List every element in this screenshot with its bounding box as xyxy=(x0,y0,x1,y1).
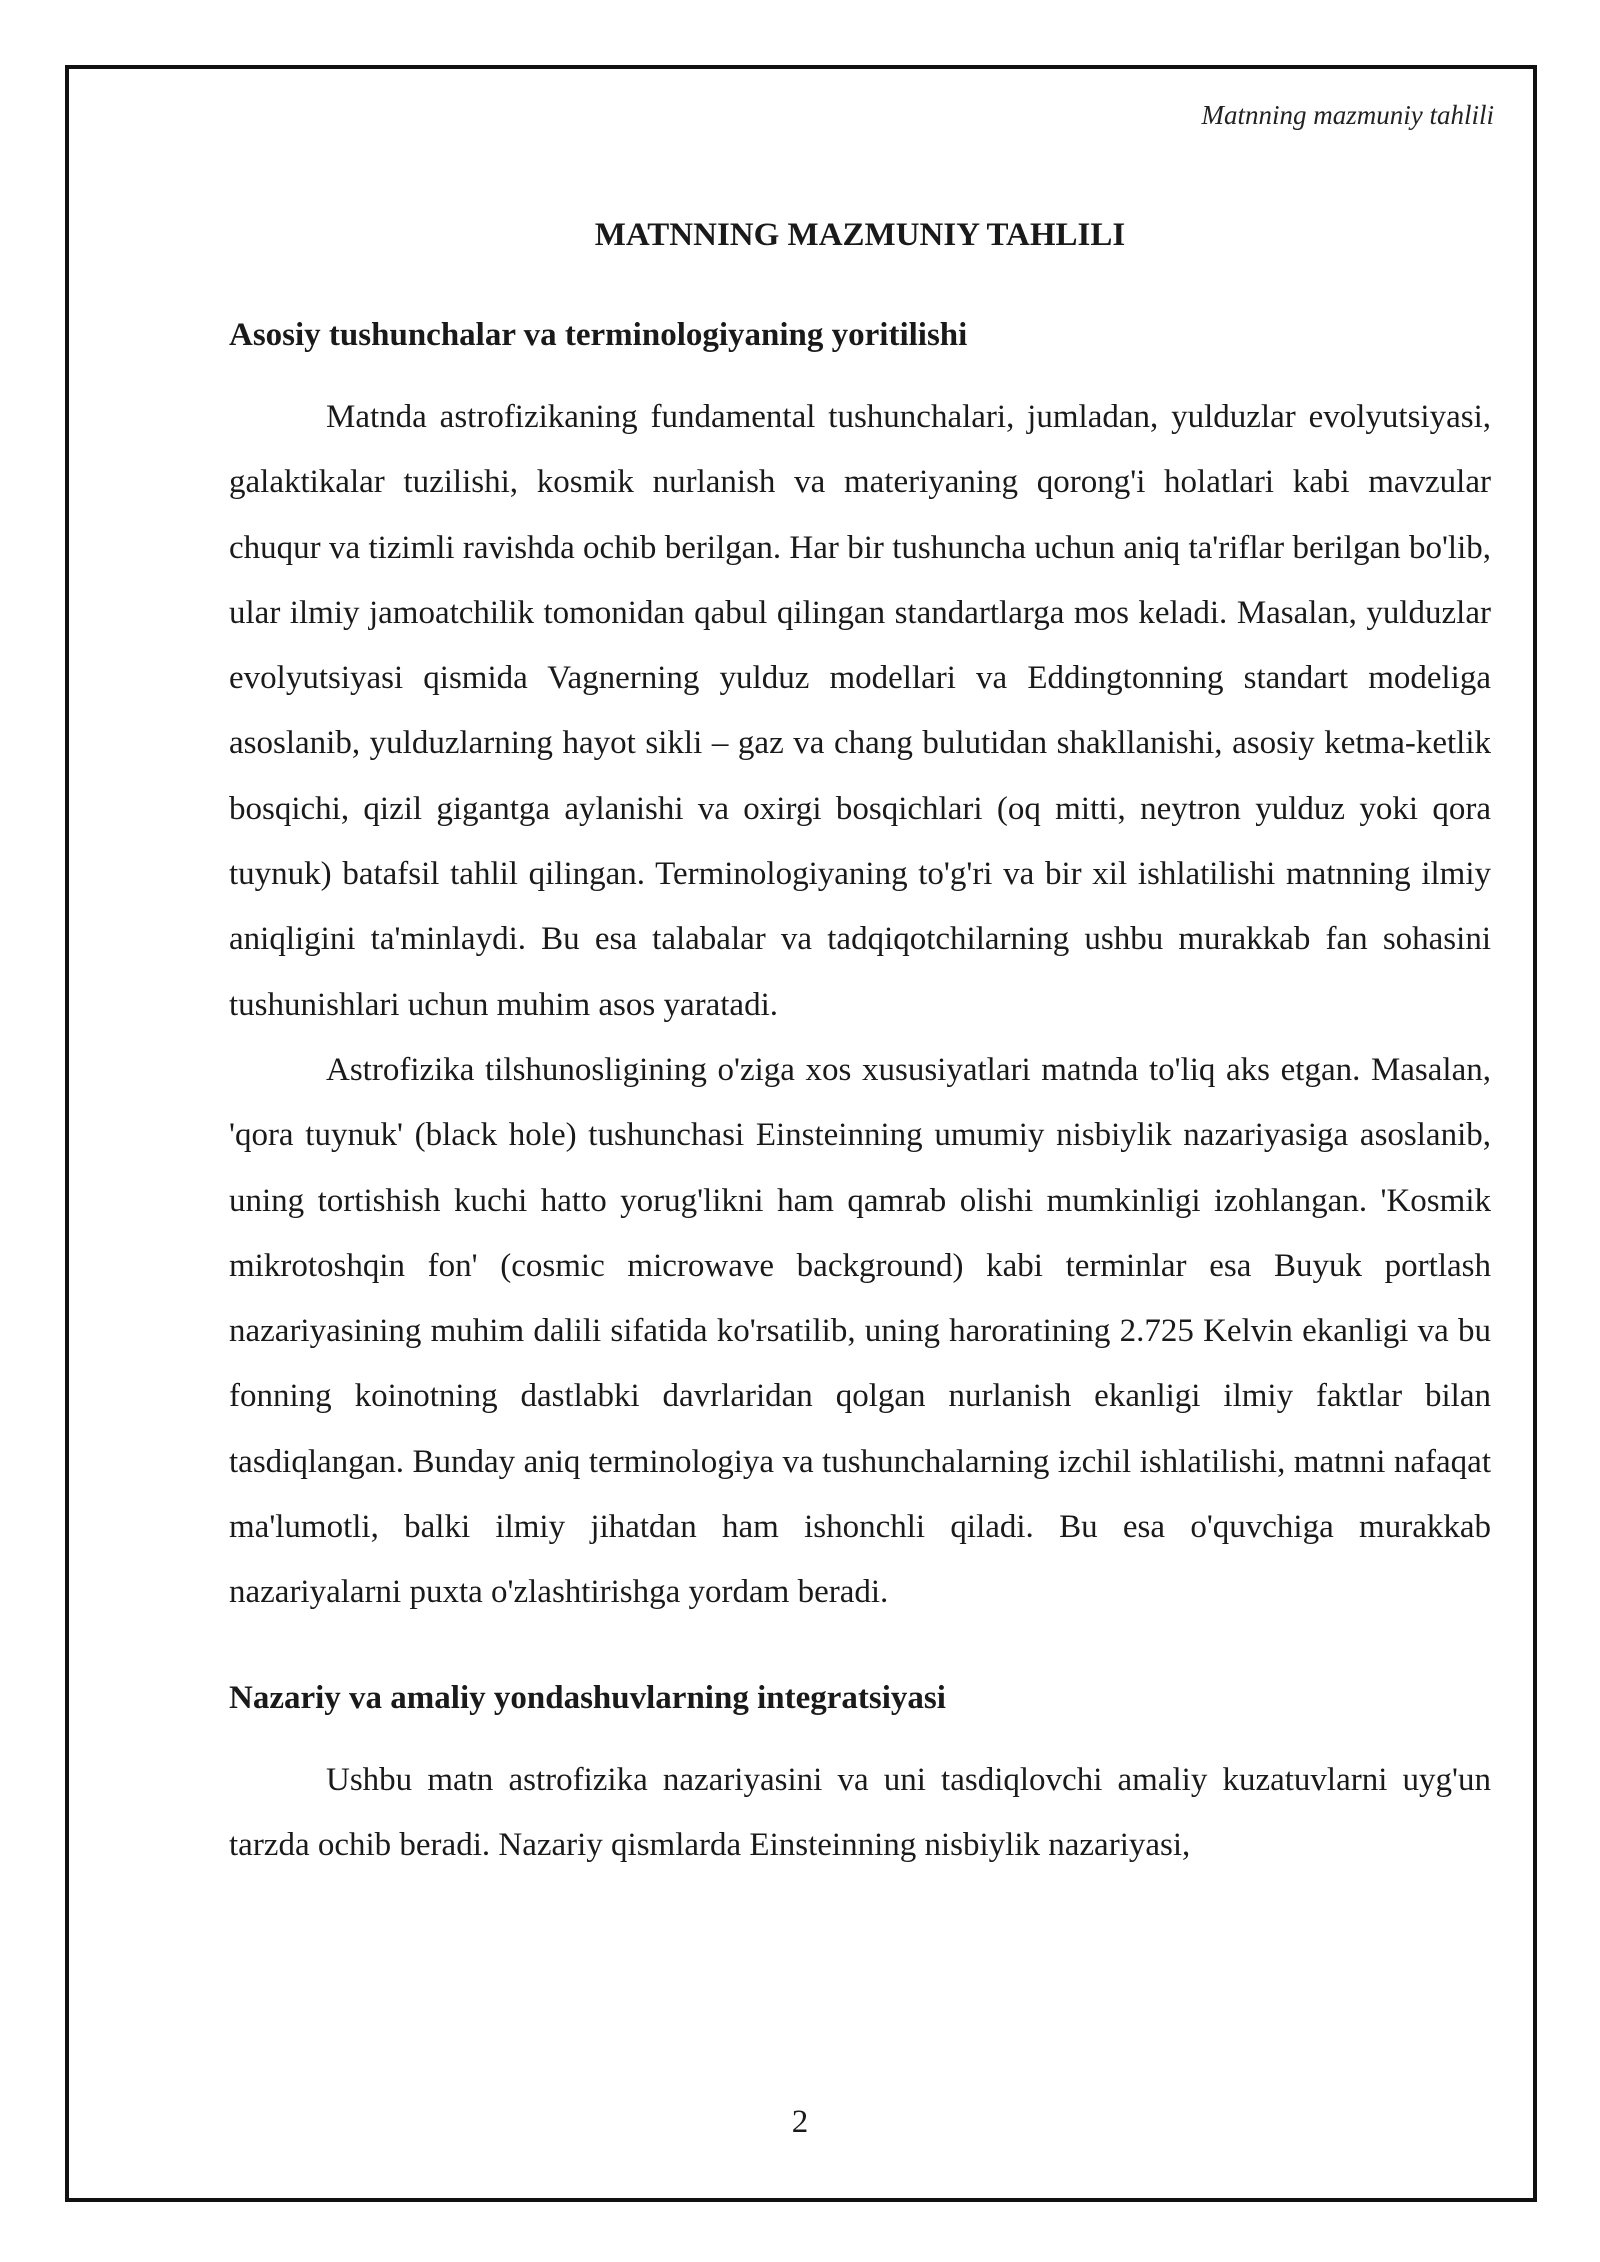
page-number: 2 xyxy=(791,2104,809,2140)
paragraph: Matnda astrofizikaning fundamental tushunchalari, jumladan, yulduzlar evolyutsiyasi, galaktikalar tuzilishi, kosmik nurlanish va materiyaning qorong'i holatlari kabi mavzular chuqur va tizimli ravishda ochib berilgan. Har bir tushuncha uchun aniq ta'riflar berilgan bo'lib, ular ilmiy jamoatchilik tomonidan qabul qilingan standartlarga mos keladi. Masalan, yulduzlar evolyutsiyasi qismida Vagnerning yulduz modellari va Eddingtonning standart modeliga asoslanib, yulduzlarning hayot sikli – gaz va chang bulutidan shakllanishi, asosiy ketma-ketlik bosqichi, qizil gigantga aylanishi va oxirgi bosqichlari (oq mitti, neytron yulduz yoki qora tuynuk) batafsil tahlil qilingan. Terminologiyaning to'g'ri va bir xil ishlatilishi matnning ilmiy aniqligini ta'minlaydi. Bu esa talabalar va tadqiqotchilarning ushbu murakkab fan sohasini tushunishlari uchun muhim asos yaratadi. xyxy=(229,399,1491,1023)
document-title: MATNNING MAZMUNIY TAHLILI xyxy=(594,217,1126,253)
page-content xyxy=(229,213,1491,1878)
paragraph: Ushbu matn astrofizika nazariyasini va uni tasdiqlovchi amaliy kuzatuvlarni uyg'un tarzda ochib beradi. Nazariy qismlarda Einsteinning nisbiylik nazariyasi, xyxy=(229,1761,1491,1863)
section-heading-integration: Nazariy va amaliy yondashuvlarning integratsiyasi xyxy=(229,1679,946,1716)
paragraph: Astrofizika tilshunosligining o'ziga xos xususiyatlari matnda to'liq aks etgan. Masalan, 'qora tuynuk' (black hole) tushunchasi Einsteinning umumiy nisbiylik nazariyasiga asoslanib, uning tortishish kuchi hatto yorug'likni ham qamrab olishi mumkinligi izohlangan. 'Kosmik mikrotoshqin fon' (cosmic microwave background) kabi terminlar esa Buyuk portlash nazariyasining muhim dalili sifatida ko'rsatilib, uning haroratining 2.725 Kelvin ekanligi va bu fonning koinotning dastlabki davrlaridan qolgan nurlanish ekanligi ilmiy faktlar bilan tasdiqlangan. Bunday aniq terminologiya va tushunchalarning izchil ishlatilishi, matnni nafaqat ma'lumotli, balki ilmiy jihatdan ham ishonchli qiladi. Bu esa o'quvchiga murakkab nazariyalarni puxta o'zlashtirishga yordam beradi. xyxy=(229,1051,1491,1611)
running-header: Matnning mazmuniy tahlili xyxy=(1201,100,1494,130)
section-heading-terminology: Asosiy tushunchalar va terminologiyaning yoritilishi xyxy=(229,317,968,353)
